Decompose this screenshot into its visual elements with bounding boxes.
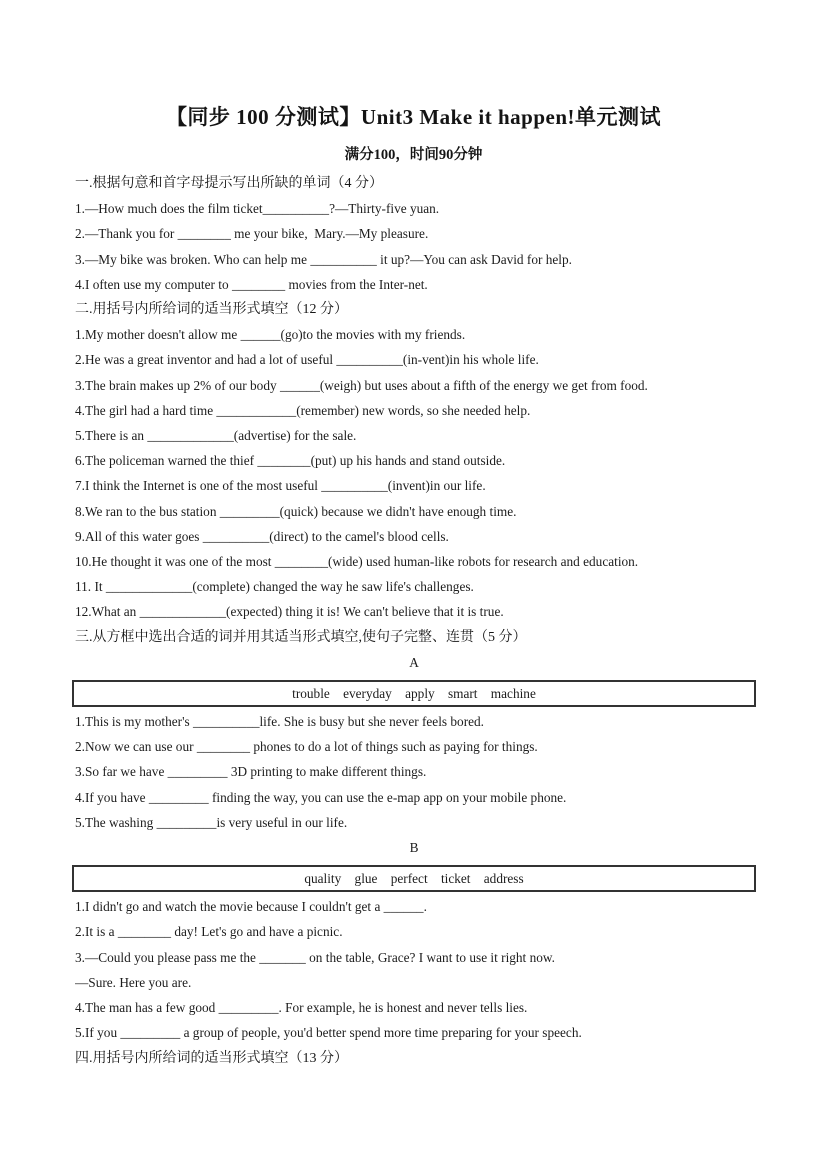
word-bank-a-label: A bbox=[409, 654, 419, 670]
section3a-question-3: 3.So far we have _________ 3D printing to make different things. bbox=[75, 764, 427, 780]
word-bank-b: quality glue perfect ticket address bbox=[72, 865, 756, 892]
section3a-question-4: 4.If you have _________ finding the way, you can use the e-map app on your mobile phone. bbox=[75, 789, 567, 805]
section3a-question-1: 1.This is my mother's __________life. She is busy but she never feels bored. bbox=[75, 714, 485, 730]
section3a-question-2: 2.Now we can use our ________ phones to do a lot of things such as paying for things. bbox=[75, 739, 538, 755]
section2-heading: 二.用括号内所给词的适当形式填空（12 分） bbox=[75, 302, 348, 318]
section1-question-1: 1.—How much does the film ticket__________?—Thirty-five yuan. bbox=[75, 201, 440, 217]
section1-heading: 一.根据句意和首字母提示写出所缺的单词（4 分） bbox=[75, 176, 383, 191]
section4-heading: 四.用括号内所给词的适当形式填空（13 分） bbox=[75, 1050, 348, 1066]
paper-subtitle: 满分100，时间90分钟 bbox=[344, 147, 483, 163]
section2-question-10: 10.He thought it was one of the most ________(wide) used human-like robots for research and education. bbox=[75, 554, 639, 570]
section2-question-4: 4.The girl had a hard time ____________(remember) new words, so she needed help. bbox=[75, 402, 531, 418]
word-bank-b-label: B bbox=[409, 840, 419, 856]
paper-title: 【同步 100 分测试】Unit3 Make it happen!单元测试 bbox=[165, 105, 662, 129]
section2-question-6: 6.The policeman warned the thief ________(put) up his hands and stand outside. bbox=[75, 453, 506, 469]
word-bank-a: trouble everyday apply smart machine bbox=[72, 680, 756, 707]
section2-question-12: 12.What an _____________(expected) thing it is! We can't believe that it is true. bbox=[75, 604, 504, 620]
section1-question-3: 3.—My bike was broken. Who can help me __________ it up?—You can ask David for help. bbox=[75, 251, 572, 267]
section3b-question-1: 1.I didn't go and watch the movie because I couldn't get a ______. bbox=[75, 899, 427, 915]
section2-question-9: 9.All of this water goes __________(direct) to the camel's blood cells. bbox=[75, 528, 449, 544]
section2-question-11: 11. It _____________(complete) changed the way he saw life's challenges. bbox=[75, 579, 474, 595]
section2-question-5: 5.There is an _____________(advertise) for the sale. bbox=[75, 428, 357, 444]
section1-question-4: 4.I often use my computer to ________ movies from the Inter-net. bbox=[75, 276, 428, 292]
section2-question-2: 2.He was a great inventor and had a lot of useful __________(in-vent)in his whole life. bbox=[75, 352, 539, 368]
section3a-question-5: 5.The washing _________is very useful in our life. bbox=[75, 814, 348, 830]
section3b-question-4: 4.The man has a few good _________. For example, he is honest and never tells lies. bbox=[75, 1000, 528, 1016]
section2-question-8: 8.We ran to the bus station _________(quick) because we didn't have enough time. bbox=[75, 503, 517, 519]
section2-question-3: 3.The brain makes up 2% of our body ______(weigh) but uses about a fifth of the energy we get from food. bbox=[75, 377, 648, 393]
section1-question-2: 2.—Thank you for ________ me your bike, Mary.—My pleasure. bbox=[75, 226, 429, 242]
section3b-question-2: 2.It is a ________ day! Let's go and have a picnic. bbox=[75, 924, 343, 940]
section3b-question-5: 5.If you _________ a group of people, you'd better spend more time preparing for your speech. bbox=[75, 1025, 582, 1041]
section3b-question-3-reply: —Sure. Here you are. bbox=[75, 974, 192, 990]
section3b-question-3: 3.—Could you please pass me the _______ on the table, Grace? I want to use it right now. bbox=[75, 949, 555, 965]
section2-question-1: 1.My mother doesn't allow me ______(go)to the movies with my friends. bbox=[75, 327, 466, 343]
paper-body bbox=[75, 171, 753, 1071]
section2-question-7: 7.I think the Internet is one of the most useful __________(invent)in our life. bbox=[75, 478, 486, 494]
section3-heading: 三.从方框中选出合适的词并用其适当形式填空,使句子完整、连贯（5 分） bbox=[75, 629, 527, 645]
